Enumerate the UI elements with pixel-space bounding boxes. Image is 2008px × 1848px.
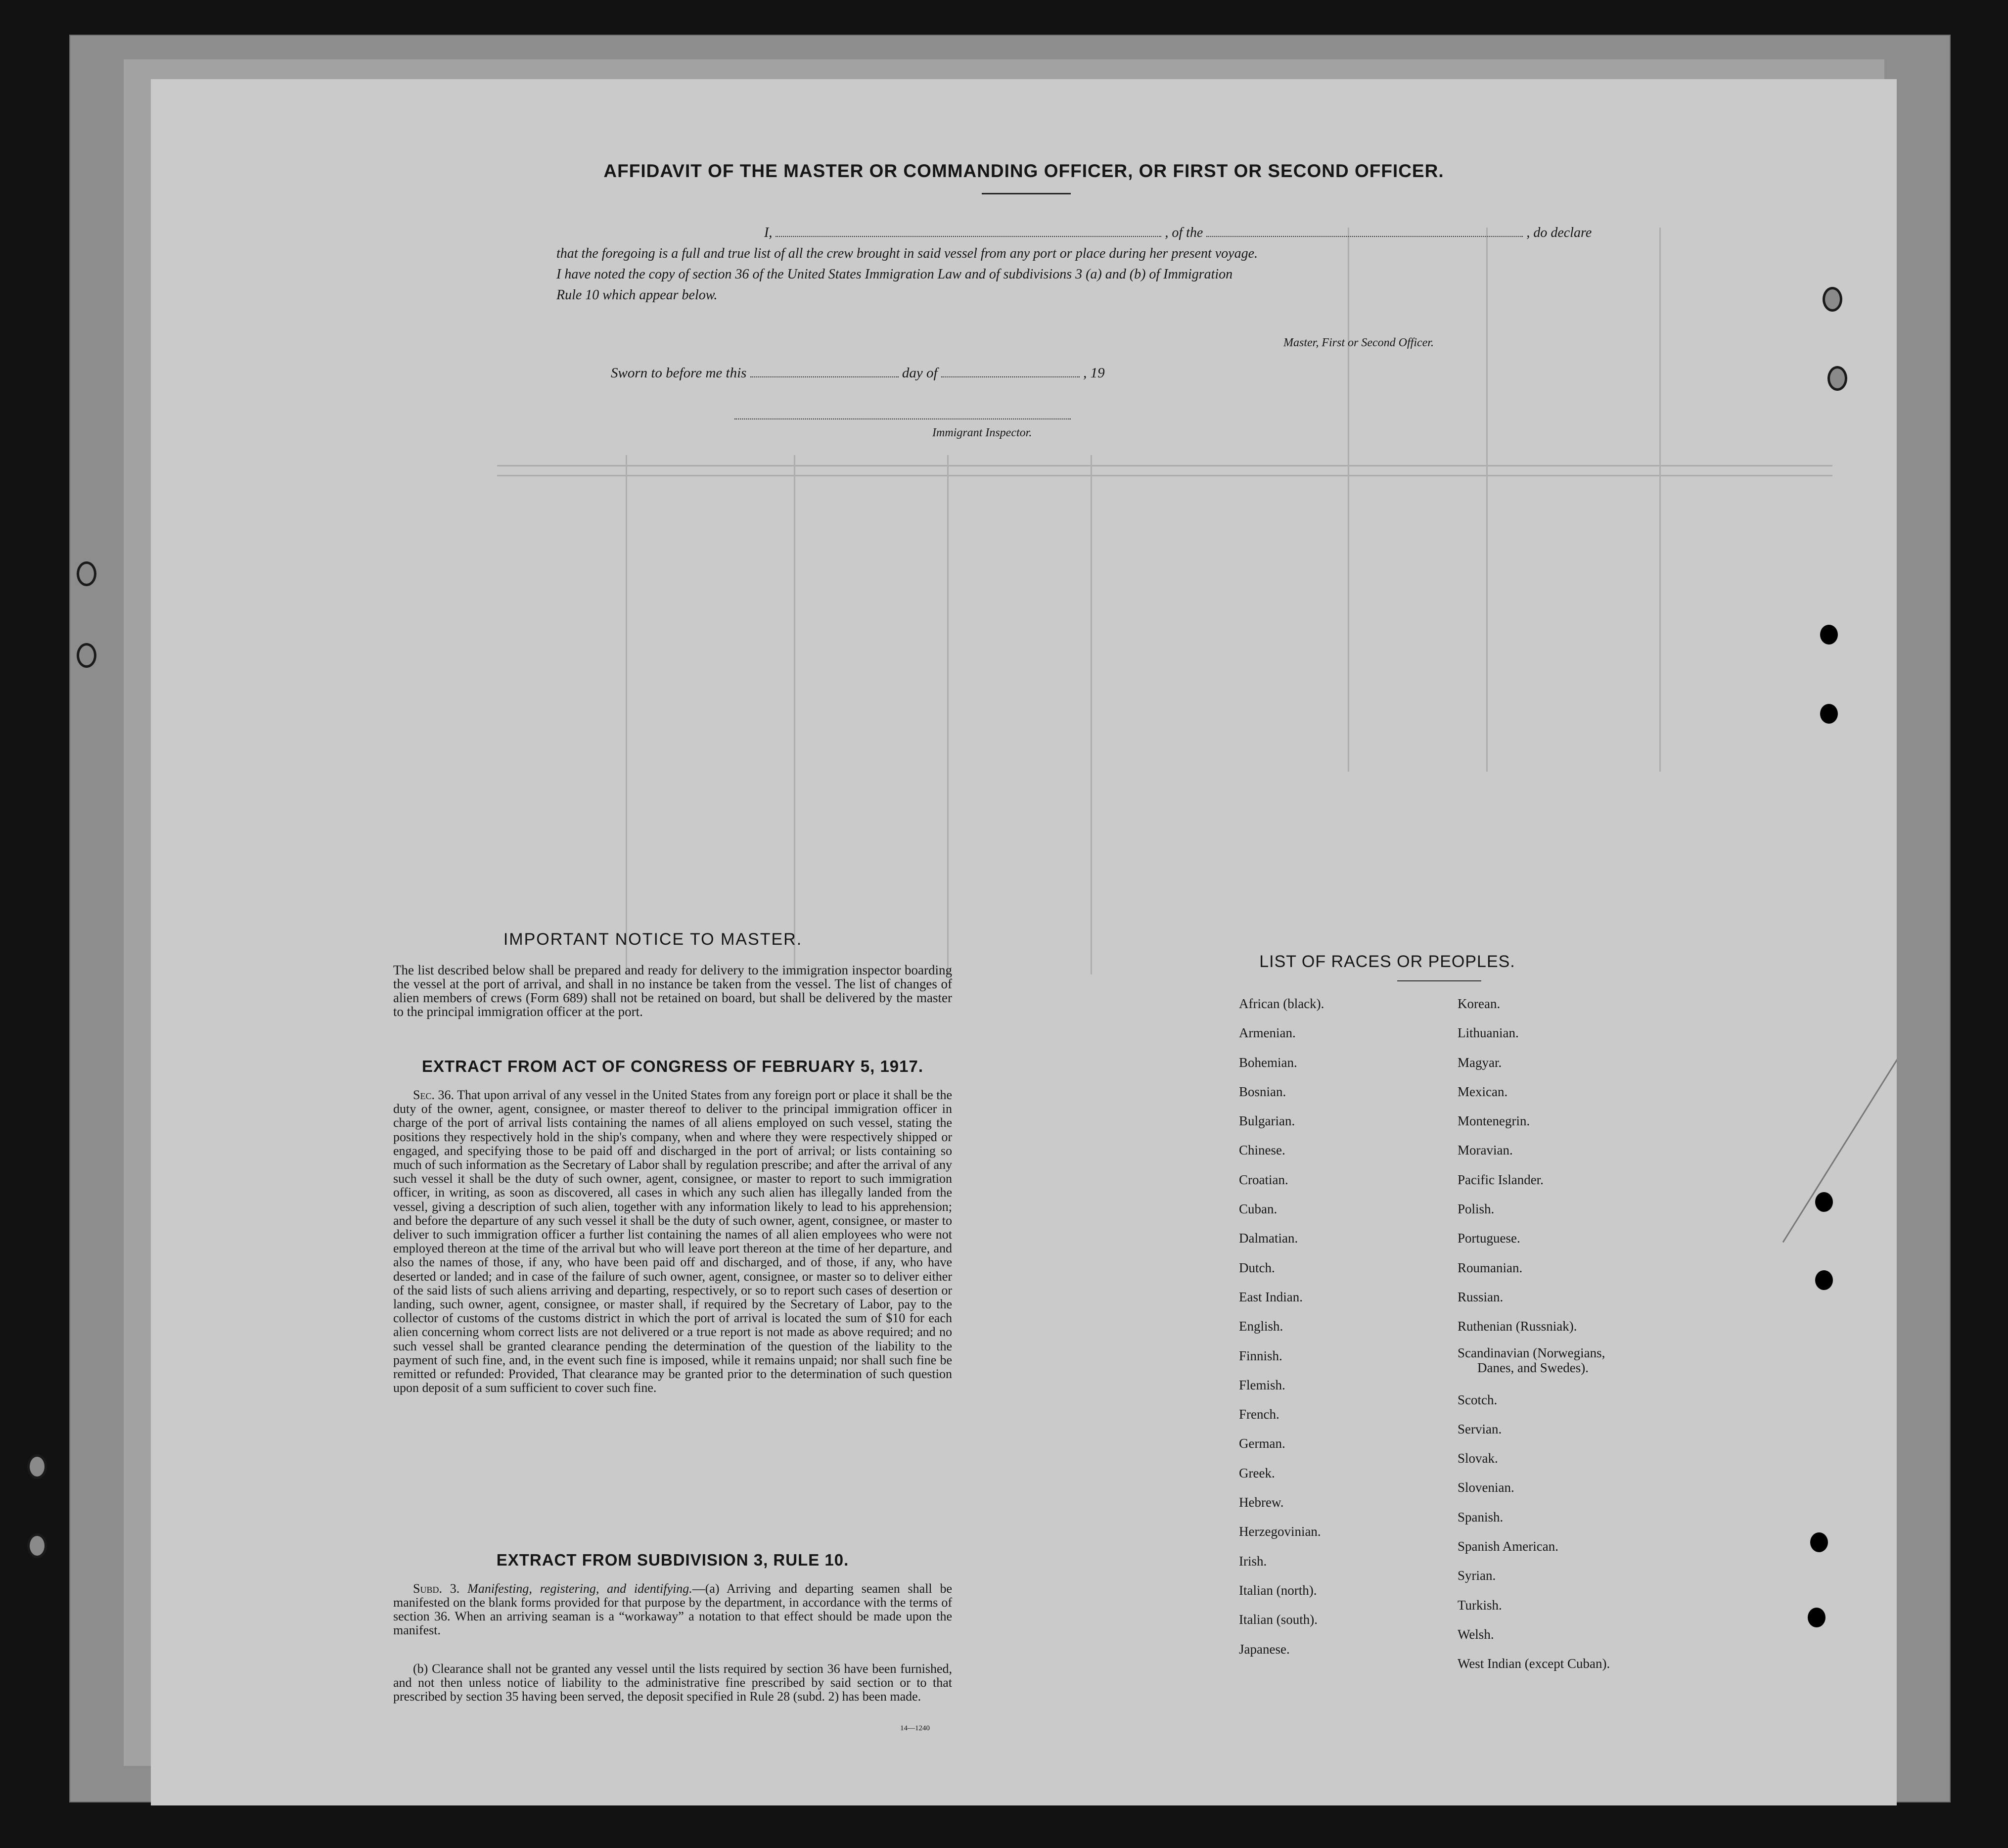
ring-hole [1823,287,1842,312]
affidavit-line-3: I have noted the copy of section 36 of the United States Immigration Law and of subdivisions 3 (a) and (b) of Immigration [556,267,1233,282]
race-item: Chinese. [1239,1143,1285,1158]
races-list-right [1458,989,1610,1679]
vessel-blank[interactable] [1206,225,1523,237]
race-item: Welsh. [1458,1626,1494,1642]
extract-act-title: EXTRACT FROM ACT OF CONGRESS OF FEBRUARY 5, 1917. [421,1057,924,1075]
race-item: African (black). [1239,996,1324,1011]
affidavit-body [556,223,1674,306]
race-item: Moravian. [1458,1143,1513,1158]
race-item: Ruthenian (Russniak). [1458,1319,1577,1334]
race-item: Bosnian. [1239,1084,1286,1099]
master-signature-label: Master, First or Second Officer. [1283,336,1434,349]
declaration-line [556,223,1674,243]
race-item: Polish. [1458,1201,1495,1217]
binder-hole [1820,704,1838,724]
do-declare-label: , do declare [1526,225,1592,240]
extract-rule-title: EXTRACT FROM SUBDIVISION 3, RULE 10. [496,1551,849,1569]
race-item: Spanish. [1458,1509,1504,1525]
race-item: West Indian (except Cuban). [1458,1656,1610,1671]
race-item: Finnish. [1239,1348,1282,1363]
race-item: Croatian. [1239,1172,1288,1187]
day-of-label: day of [902,365,938,381]
race-item: Irish. [1239,1553,1267,1569]
sec-text: That upon arrival of any vessel in the United States from any foreign port or place it shall be the duty of the owner, agent, consignee, or master thereof to deliver to the principal immigration officer in charge of the port of arrival lists containing the names of all aliens employed on such vessel, stating the positions they respectively hold in the ship's company, when and where they were respectively shipped or engaged, and specifying those to be paid off and discharged in the port of arrival; or lists containing so much of such information as the Secretary of Labor shall by regulation prescribe; and after the arrival of any such vessel it shall be the duty of such owner, agent, consignee, or master to report to such immigration officer, in writing, as soon as discovered, all cases in which any such alien has illegally landed from the vessel, giving a description of such alien, together with any information likely to lead to his apprehension; and before the departure of any such vessel it shall be the duty of such owner, agent, consignee, or master to deliver to such immigration officer a further list containing the names of all alien employees who were not employed thereon at the time of the arrival but who will leave port thereon at the time of her departure, and also the names of those, if any, who have been paid off and discharged, and of those, if any, who have deserted or landed; and in case of the failure of such owner, agent, consignee, or master so to deliver either of the said lists of such aliens arriving and departing, respectively, or so to report such cases of desertion or landing, such owner, agent, consignee, or master shall, if required by the Secretary of Labor, pay to the collector of customs of the customs district in which the port of arrival is located the sum of $10 for each alien concerning whom correct lists are not delivered or a true report is not made as above required; and no such vessel shall be granted clearance pending the determination of the question of the liability to the payment of such fine, and, in the event such fine is imposed, while it remains unpaid; nor shall such fine be remitted or refunded: Provided, That clearance may be granted prior to the determination of such question upon deposit of a sum sufficient to cover such fine. [393,1088,953,1395]
race-item: Lithuanian. [1458,1025,1519,1041]
race-item: Scotch. [1458,1392,1498,1407]
race-item: Italian (north). [1239,1582,1317,1598]
year-label: , 19 [1083,365,1105,381]
race-item: Scandinavian (Norwegians, [1458,1345,1605,1360]
race-item: Pacific Islander. [1458,1172,1544,1187]
extract-rule-body-b: (b) Clearance shall not be granted any vessel until the lists required by section 36 have been furnished, and not then unless notice of liability to the administrative fine prescribed by said section or to that prescribed by section 35 having been served, the deposit specified in Rule 28 (subd. 2) has been made. [393,1662,952,1704]
race-item: Roumanian. [1458,1260,1523,1275]
ring-hole [1827,366,1847,391]
notice-title: IMPORTANT NOTICE TO MASTER. [503,930,803,949]
race-item: Herzegovinian. [1239,1524,1321,1539]
races-rule [1397,980,1481,981]
race-item: Cuban. [1239,1201,1278,1217]
binder-hole [1810,1532,1828,1552]
race-item: Flemish. [1239,1377,1285,1392]
race-item: German. [1239,1436,1285,1451]
race-item: Hebrew. [1239,1495,1284,1510]
race-item: Montenegrin. [1458,1113,1530,1129]
race-item: French. [1239,1407,1279,1422]
title-rule [982,193,1071,194]
sworn-line [611,365,1105,381]
affidavit-title: AFFIDAVIT OF THE MASTER OR COMMANDING OFFICER, OR FIRST OR SECOND OFFICER. [603,161,1444,181]
affidavit-line-2: that the foregoing is a full and true list of all the crew brought in said vessel from any port or place during her present voyage. [556,246,1258,261]
sec-label: Sec. 36. [413,1088,455,1102]
race-item: Russian. [1458,1289,1504,1304]
race-item: Italian (south). [1239,1612,1318,1627]
race-item: Slovak. [1458,1451,1498,1466]
race-item: Danes, and Swedes). [1477,1360,1589,1375]
race-item: Bohemian. [1239,1055,1297,1070]
form-number: 14—1240 [900,1724,930,1732]
race-item: Japanese. [1239,1641,1290,1657]
extract-rule-body-a [393,1582,952,1637]
race-item: Mexican. [1458,1084,1508,1099]
race-item: Syrian. [1458,1568,1496,1583]
race-item: Dalmatian. [1239,1231,1298,1246]
race-item: Korean. [1458,996,1501,1011]
race-item: Portuguese. [1458,1231,1520,1246]
inspector-signature-blank[interactable] [734,418,1071,419]
race-item: Armenian. [1239,1025,1296,1041]
extract-act-body [393,1088,952,1395]
subd-heading: Manifesting, registering, and identifying. [467,1581,692,1596]
sworn-label: Sworn to before me this [611,365,747,381]
ring-hole [27,1533,47,1558]
race-item: Greek. [1239,1465,1275,1480]
race-item: Turkish. [1458,1597,1502,1613]
document-page [151,79,1897,1805]
notice-text: The list described below shall be prepared and ready for delivery to the immigration inspector boarding the vessel at the port of arrival, and shall in no instance be taken from the vessel. The list of changes of alien members of crews (Form 689) shall not be retained on board, but shall be delivered by the master to the principal immigration officer at the port. [393,963,952,1019]
ring-hole [77,643,96,668]
binder-hole [1815,1270,1833,1290]
affidavit-line-4: Rule 10 which appear below. [556,287,718,303]
ring-hole [77,561,96,586]
races-title: LIST OF RACES OR PEOPLES. [1259,952,1515,971]
race-item: Servian. [1458,1421,1502,1436]
sworn-day-blank[interactable] [750,366,899,377]
of-the-label: , of the [1165,225,1203,240]
binder-hole [1815,1192,1833,1212]
race-item: Bulgarian. [1239,1113,1295,1129]
races-list-left [1239,989,1324,1664]
race-item: Spanish American. [1458,1539,1558,1554]
i-label: I, [764,225,773,240]
sworn-month-blank[interactable] [941,366,1080,377]
subd-text-a: —(a) Arriving and departing seamen shall be manifested on the blank forms provided for that purpose by the department, in accordance with the terms of section 36. When an arriving seaman is a “workaway” a notation to that effect should be made upon the manifest. [393,1581,953,1637]
race-item: Slovenian. [1458,1480,1514,1495]
subd-label: Subd. 3. [413,1581,460,1596]
race-item: East Indian. [1239,1289,1303,1304]
name-blank[interactable] [776,225,1161,237]
binder-hole [1820,625,1838,645]
binder-hole [1808,1608,1825,1627]
race-item: Magyar. [1458,1055,1502,1070]
race-item: Dutch. [1239,1260,1275,1275]
ring-hole [27,1454,47,1479]
inspector-label: Immigrant Inspector. [932,426,1032,439]
race-item: English. [1239,1319,1283,1334]
